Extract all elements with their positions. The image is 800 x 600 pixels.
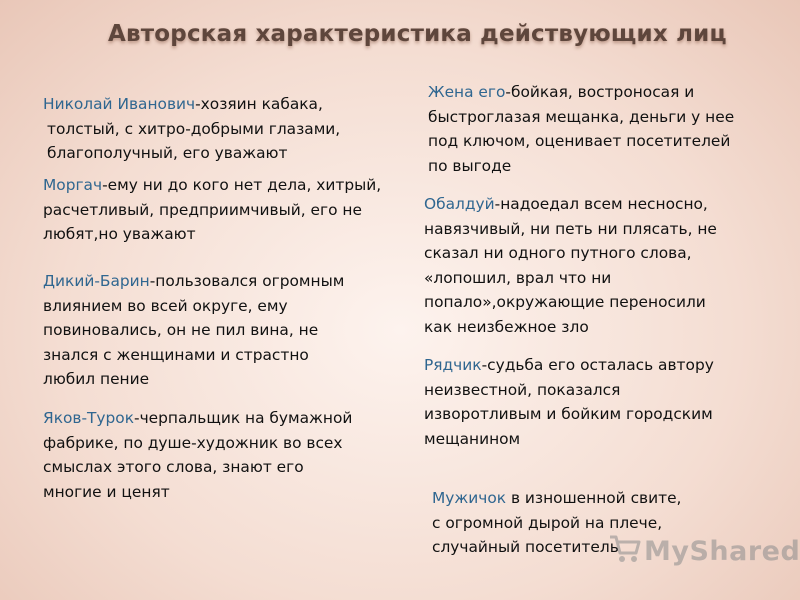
character-description: -надоедал всем несносно, [494, 195, 708, 213]
character-description: «лопошил, врал что ни [424, 268, 612, 287]
cart-icon [608, 533, 642, 569]
character-description: повиновались, он не пил вина, не [43, 321, 319, 339]
character-dikiy-barin [43, 269, 344, 392]
character-description: попало»,окружающие переносили [424, 293, 706, 311]
character-description: влиянием во всей округе, ему [43, 296, 288, 315]
character-description: -судьба его осталась автору [481, 356, 714, 374]
character-obalduy [424, 192, 717, 339]
character-yakov-turok [43, 406, 352, 504]
character-name: Жена его [428, 83, 506, 101]
character-description: быстроглазая мещанка, деньги у нее [428, 107, 735, 126]
character-name: Моргач [43, 176, 103, 194]
character-description: -ему ни до кого нет дела, хитрый, [102, 176, 382, 194]
character-description: неизвестной, показался [424, 380, 621, 399]
character-description: -бойкая, востроносая и [505, 83, 695, 101]
character-morgach [43, 173, 381, 247]
character-description: -хозяин кабака, [195, 95, 323, 113]
character-description: изворотливым и бойким городским [424, 405, 713, 423]
character-description: расчетливый, предприимчивый, его не [43, 200, 362, 219]
character-description: многие и ценят [43, 482, 170, 501]
character-name: Дикий-Барин [43, 272, 150, 290]
watermark [608, 533, 800, 569]
character-description: -пользовался огромным [149, 272, 345, 290]
character-name: Рядчик [424, 356, 482, 374]
character-nikolai [43, 92, 340, 166]
character-description: фабрике, по душе-художник во всех [43, 433, 343, 452]
character-description: по выгоде [428, 156, 512, 175]
character-description: толстый, с хитро-добрыми глазами, [47, 119, 341, 138]
character-description: -черпальщик на бумажной [134, 409, 353, 427]
character-description: с огромной дырой на плече, [432, 513, 663, 532]
character-name: Яков-Турок [43, 409, 135, 427]
character-description: смыслах этого слова, знают его [43, 458, 304, 476]
character-description: случайный посетитель [432, 538, 619, 556]
character-description: в изношенной свите, [506, 489, 682, 507]
character-name: Николай Иванович [43, 95, 196, 113]
character-description: любят,но уважают [43, 225, 196, 243]
character-name: Обалдуй [424, 195, 495, 213]
character-ryadchik [424, 353, 714, 451]
character-zhena [428, 80, 734, 178]
character-description: любил пение [43, 370, 150, 388]
character-name: Мужичок [432, 489, 507, 507]
character-description: благополучный, его уважают [47, 144, 288, 162]
character-description: как неизбежное зло [424, 317, 589, 336]
slide-title: Авторская характеристика действующих лиц [108, 21, 727, 47]
character-description: знался с женщинами и страстно [43, 345, 309, 364]
character-description: сказал ни одного путного слова, [424, 244, 692, 262]
character-description: навязчивый, ни петь ни плясать, не [424, 219, 717, 238]
character-description: под ключом, оценивает посетителей [428, 132, 731, 150]
watermark-text: MyShared [644, 535, 800, 567]
character-description: мещанином [424, 429, 521, 448]
